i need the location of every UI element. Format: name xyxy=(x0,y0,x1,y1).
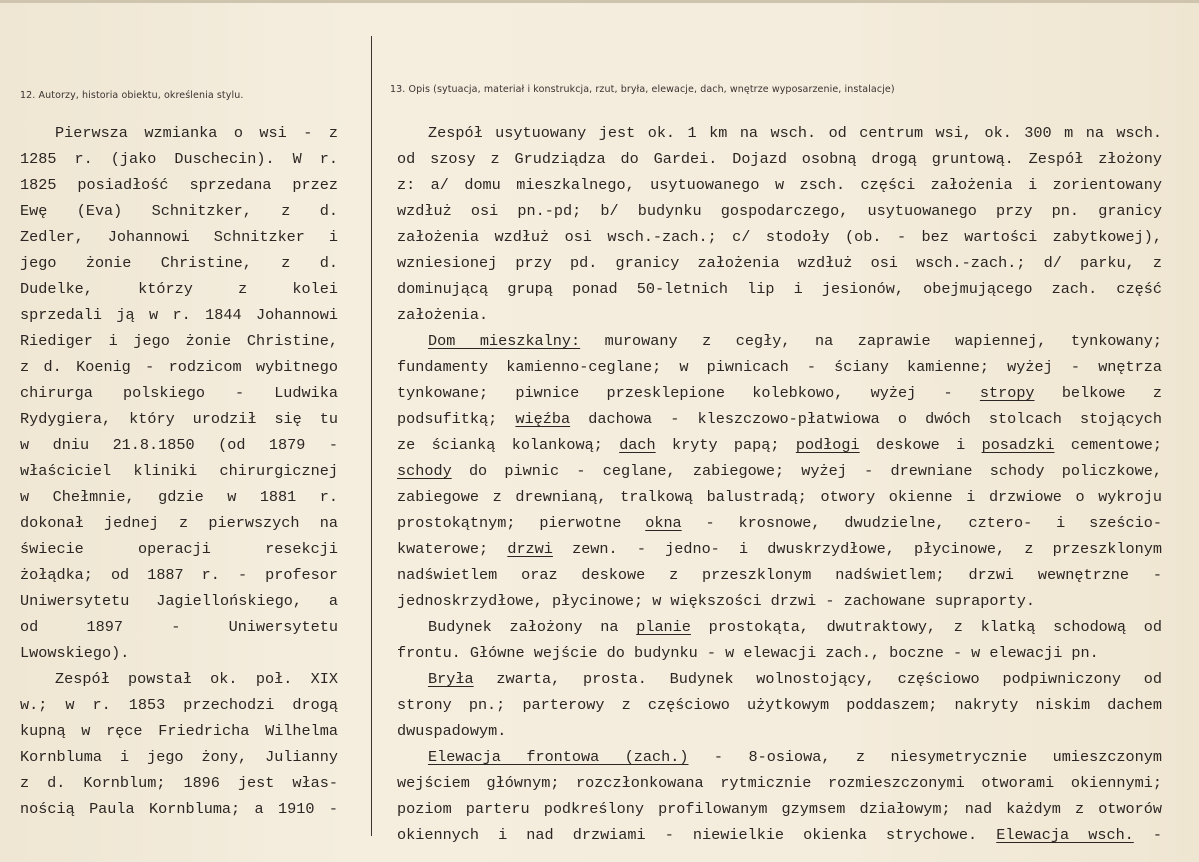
description-line: Elewacja frontowa (zach.) - 8-osiowa, z niesymetrycznie umieszczonym xyxy=(428,748,1162,766)
description-line: tynkowane; piwnice przesklepione kolebkowo, wyżej - stropy belkowe z xyxy=(397,384,1162,402)
description-line: podsufitką; więźba dachowa - kleszczowo-płatwiowa o dwóch stolcach stojących xyxy=(397,410,1162,428)
description-line: okiennych i nad drzwiami - niewielkie okienka strychowe. Elewacja wsch. - xyxy=(397,826,1162,844)
term-schody: schody xyxy=(397,462,452,480)
description-line: z: a/ domu mieszkalnego, usytuowanego w zsch. części założenia i zorientowany xyxy=(397,176,1162,194)
history-line: z d. Koenig - rodzicom wybitnego xyxy=(20,358,338,376)
term-stropy: stropy xyxy=(979,384,1035,402)
history-line: świecie operacji resekcji xyxy=(20,540,338,558)
history-line: nością Paula Kornbluma; a 1910 - xyxy=(20,800,338,818)
term-bryla: Bryła xyxy=(428,670,474,688)
history-line: jego żonie Christine, z d. xyxy=(20,254,338,272)
history-line: 1825 posiadłość sprzedana przez xyxy=(20,176,338,194)
history-line: chirurga polskiego - Ludwika xyxy=(20,384,338,402)
description-line: nadświetlem oraz deskowe z przeszklonym nadświetlem; drzwi wewnętrzne - xyxy=(397,566,1162,584)
history-line: Dudelke, którzy z kolei xyxy=(20,280,338,298)
history-line: w Chełmnie, gdzie w 1881 r. xyxy=(20,488,338,506)
description-line: od szosy z Grudziądza do Gardei. Dojazd osobną drogą gruntową. Zespół złożony xyxy=(397,150,1162,168)
history-line: od 1897 - Uniwersytetu xyxy=(20,618,338,636)
description-line: zabiegowe z drewnianą, tralkową balustradą; otwory okienne i drzwiowe o wykroju xyxy=(397,488,1162,506)
heading-dom-mieszkalny: Dom mieszkalny: xyxy=(428,332,581,350)
history-line: 1285 r. (jako Duschecin). W r. xyxy=(20,150,338,168)
description-line: dominującą grupą ponad 50-letnich lip i jesionów, obejmującego zach. część xyxy=(397,280,1162,298)
term-dach: dach xyxy=(619,436,656,454)
description-line: jednoskrzydłowe, płycinowe; w większości drzwi - zachowane supraporty. xyxy=(397,592,1035,610)
history-line: dokonał jednej z pierwszych na xyxy=(20,514,338,532)
description-line: frontu. Główne wejście do budynku - w elewacji zach., boczne - w elewacji pn. xyxy=(397,644,1099,662)
history-line: Zespół powstał ok. poł. XIX xyxy=(55,670,338,688)
section-12-header: 12. Autorzy, historia obiektu, określenia stylu. xyxy=(20,90,244,101)
term-podlogi: podłogi xyxy=(795,436,860,454)
history-line: Lwowskiego). xyxy=(20,644,130,662)
history-line: w dniu 21.8.1850 (od 1879 - xyxy=(20,436,338,454)
description-line: fundamenty kamienno-ceglane; w piwnicach - ściany kamienne; wyżej - wnętrza xyxy=(397,358,1162,376)
history-line: Kornbluma i jego żony, Julianny xyxy=(20,748,338,766)
description-line: założenia wzdłuż osi wsch.-zach.; c/ stodoły (ob. - bez wartości zabytkowej), xyxy=(397,228,1162,246)
description-line: kwaterowe; drzwi zewn. - jedno- i dwuskrzydłowe, płycinowe, z przeszklonym xyxy=(397,540,1162,558)
history-line: żołądka; od 1887 r. - profesor xyxy=(20,566,338,584)
history-line: Pierwsza wzmianka o wsi - z xyxy=(55,124,338,142)
description-line: założenia. xyxy=(397,306,489,324)
column-divider xyxy=(371,36,372,836)
history-line: kupną w ręce Friedricha Wilhelma xyxy=(20,722,338,740)
description-line: wzniesionej przy pd. granicy założenia wzdłuż osi wsch.-zach.; d/ parku, z xyxy=(397,254,1162,272)
description-line: wejściem głównym; rozczłonkowana rytmicznie rozmieszczonymi otworami okiennymi; xyxy=(397,774,1162,792)
term-posadzki: posadzki xyxy=(981,436,1055,454)
description-line: dwuspadowym. xyxy=(397,722,507,740)
description-line: schody do piwnic - ceglane, zabiegowe; wyżej - drewniane schody policzkowe, xyxy=(397,462,1162,480)
description-line: Dom mieszkalny: murowany z cegły, na zaprawie wapiennej, tynkowany; xyxy=(428,332,1162,350)
history-line: Rydygiera, który urodził się tu xyxy=(20,410,338,428)
term-okna: okna xyxy=(645,514,682,532)
heading-elewacja-frontowa: Elewacja frontowa (zach.) xyxy=(428,748,689,766)
description-line: Zespół usytuowany jest ok. 1 km na wsch. od centrum wsi, ok. 300 m na wsch. xyxy=(428,124,1162,142)
section-13-header: 13. Opis (sytuacja, materiał i konstrukcja, rzut, bryła, elewacje, dach, wnętrze wyposarzenie, instalacje) xyxy=(390,84,895,95)
heading-elewacja-wsch: Elewacja wsch. xyxy=(996,826,1134,844)
top-edge xyxy=(0,0,1199,3)
history-line: w.; w r. 1853 przechodzi drogą xyxy=(20,696,338,714)
description-column xyxy=(397,120,1162,848)
history-line: Uniwersytetu Jagiellońskiego, a xyxy=(20,592,338,610)
history-line: Riediger i jego żonie Christine, xyxy=(20,332,338,350)
description-line: prostokątnym; pierwotne okna - krosnowe, dwudzielne, cztero- i sześcio- xyxy=(397,514,1162,532)
description-line: Bryła zwarta, prosta. Budynek wolnostojący, częściowo podpiwniczony od xyxy=(428,670,1162,688)
history-column xyxy=(20,120,338,822)
description-line: wzdłuż osi pn.-pd; b/ budynku gospodarczego, usytuowanego przy pn. granicy xyxy=(397,202,1162,220)
history-line: Ewę (Eva) Schnitzker, z d. xyxy=(20,202,338,220)
description-line: Budynek założony na planie prostokąta, dwutraktowy, z klatką schodową od xyxy=(428,618,1162,636)
term-wiezba: więźba xyxy=(515,410,571,428)
description-line: ze ścianką kolankową; dach kryty papą; podłogi deskowe i posadzki cementowe; xyxy=(397,436,1162,454)
term-planie: planie xyxy=(636,618,691,636)
history-line: Zedler, Johannowi Schnitzker i xyxy=(20,228,338,246)
history-line: sprzedali ją w r. 1844 Johannowi xyxy=(20,306,338,324)
history-line: właściciel kliniki chirurgicznej xyxy=(20,462,338,480)
term-drzwi: drzwi xyxy=(507,540,553,558)
description-line: strony pn.; parterowy z częściowo użytkowym poddaszem; nakryty niskim dachem xyxy=(397,696,1162,714)
history-line: z d. Kornblum; 1896 jest włas- xyxy=(20,774,338,792)
description-line: poziom parteru podkreślony profilowanym gzymsem działowym; nad każdym z otworów xyxy=(397,800,1162,818)
